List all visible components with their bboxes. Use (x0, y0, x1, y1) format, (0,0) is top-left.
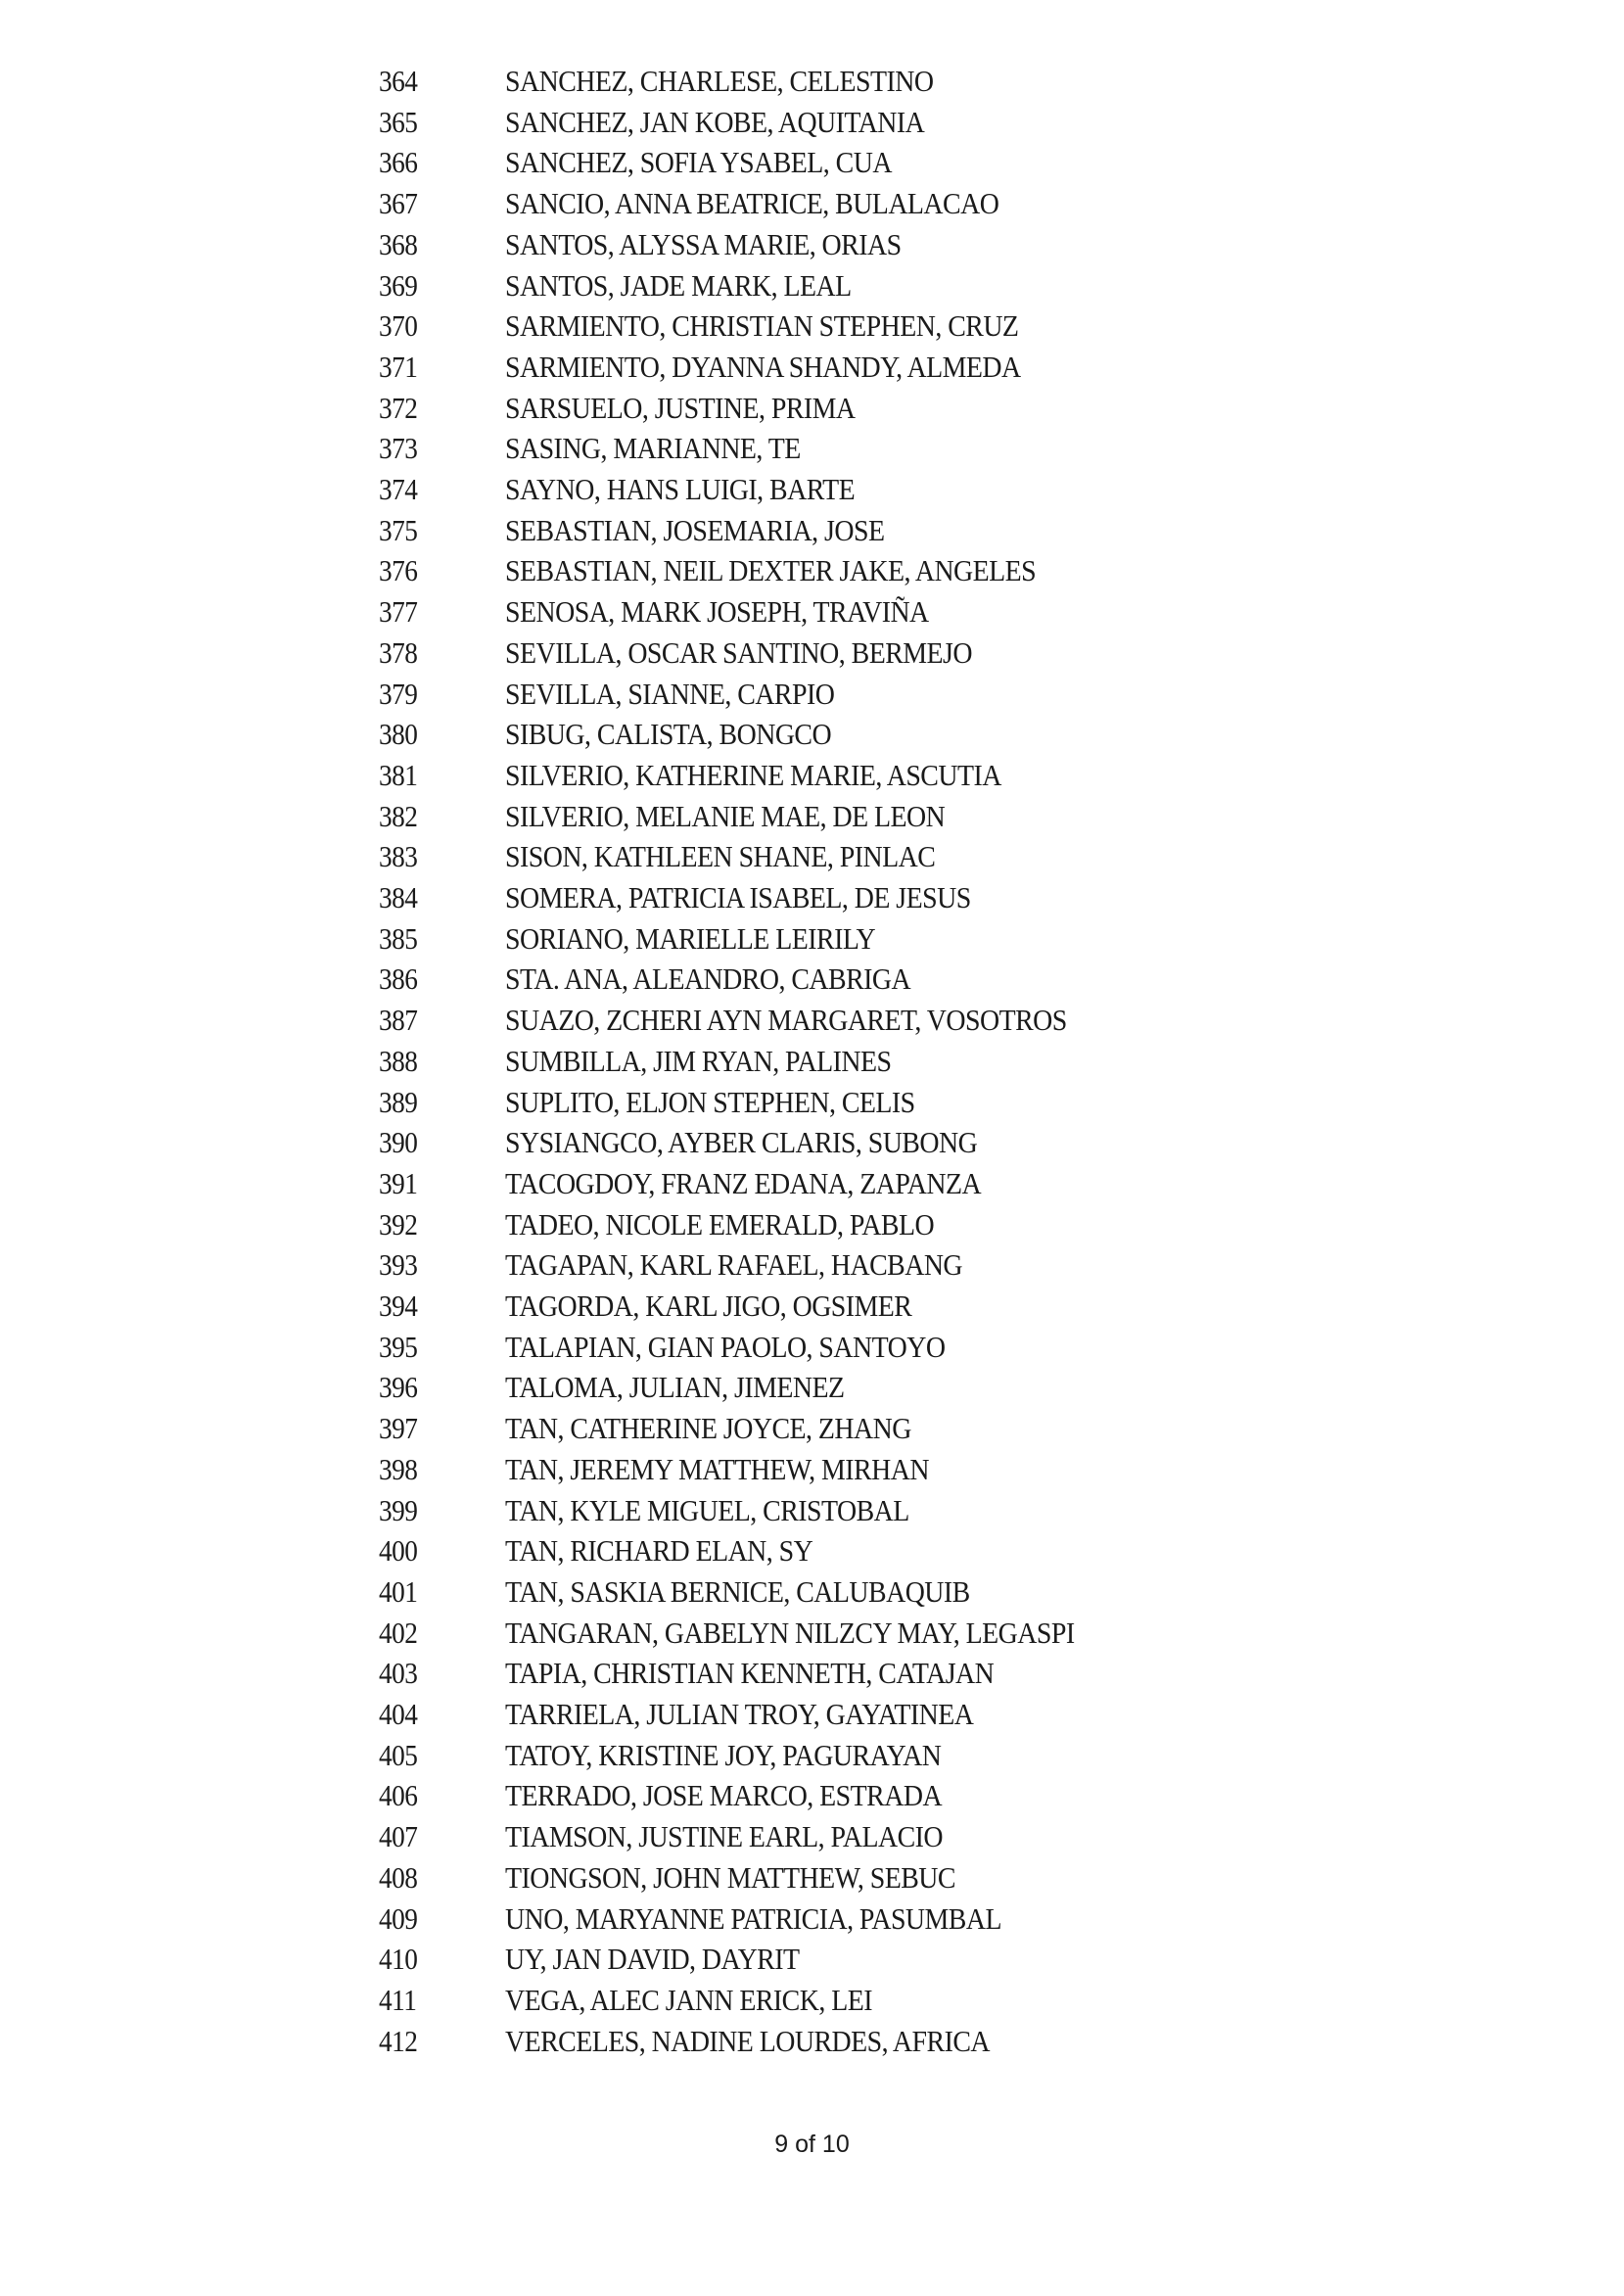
entry-number: 406 (379, 1778, 418, 1813)
list-item (0, 1327, 1624, 1368)
list-item (0, 1163, 1624, 1204)
entry-name: TAGAPAN, KARL RAFAEL, HACBANG (505, 1247, 963, 1283)
list-item (0, 1571, 1624, 1613)
entry-number: 409 (379, 1900, 418, 1936)
entry-name: SUMBILLA, JIM RYAN, PALINES (505, 1043, 892, 1078)
entry-number: 382 (379, 798, 418, 833)
entry-number: 387 (379, 1003, 418, 1038)
list-item (0, 1898, 1624, 1940)
list-item (0, 1653, 1624, 1694)
list-item (0, 1735, 1624, 1776)
entry-name: TAPIA, CHRISTIAN KENNETH, CATAJAN (505, 1656, 995, 1691)
entry-name: STA. ANA, ALEANDRO, CABRIGA (505, 961, 911, 997)
entry-name: SARMIENTO, CHRISTIAN STEPHEN, CRUZ (505, 308, 1019, 344)
list-item (0, 918, 1624, 960)
entry-name: TAN, JEREMY MATTHEW, MIRHAN (505, 1451, 929, 1486)
list-item (0, 305, 1624, 347)
entry-name: TADEO, NICOLE EMERALD, PABLO (505, 1206, 935, 1242)
list-item (0, 836, 1624, 877)
entry-name: SOMERA, PATRICIA ISABEL, DE JESUS (505, 880, 971, 914)
entry-name: TAN, CATHERINE JOYCE, ZHANG (505, 1411, 911, 1446)
entry-number: 368 (379, 226, 418, 261)
list-item (0, 428, 1624, 469)
entry-name: SANTOS, ALYSSA MARIE, ORIAS (505, 226, 902, 261)
list-item (0, 1041, 1624, 1082)
list-item (0, 1082, 1624, 1123)
list-item (0, 265, 1624, 306)
list-item (0, 61, 1624, 102)
entry-number: 395 (379, 1329, 418, 1364)
entry-number: 379 (379, 676, 418, 711)
list-item (0, 388, 1624, 429)
entry-name: TIAMSON, JUSTINE EARL, PALACIO (505, 1819, 944, 1854)
entry-name: TAN, KYLE MIGUEL, CRISTOBAL (505, 1492, 909, 1527)
entry-number: 385 (379, 920, 418, 956)
entry-number: 404 (379, 1697, 418, 1731)
entry-number: 388 (379, 1043, 418, 1078)
list-item (0, 755, 1624, 796)
list-item (0, 591, 1624, 633)
list-item (0, 1694, 1624, 1735)
entry-number: 411 (379, 1982, 417, 2017)
entry-number: 369 (379, 267, 418, 303)
entry-number: 377 (379, 594, 418, 630)
entry-name: TALAPIAN, GIAN PAOLO, SANTOYO (505, 1329, 946, 1364)
list-item (0, 1816, 1624, 1857)
list-item (0, 1939, 1624, 1980)
entry-name: SANCHEZ, CHARLESE, CELESTINO (505, 64, 934, 98)
entry-number: 403 (379, 1656, 418, 1691)
entry-name: SIBUG, CALISTA, BONGCO (505, 717, 832, 752)
entry-number: 408 (379, 1859, 418, 1895)
entry-number: 394 (379, 1289, 418, 1323)
entry-name: SUPLITO, ELJON STEPHEN, CELIS (505, 1084, 915, 1119)
entry-name: SASING, MARIANNE, TE (505, 431, 801, 466)
entry-number: 381 (379, 757, 418, 792)
entry-name: SORIANO, MARIELLE LEIRILY (505, 920, 876, 956)
entry-name: SEBASTIAN, NEIL DEXTER JAKE, ANGELES (505, 553, 1037, 588)
entry-number: 384 (379, 880, 418, 914)
entry-number: 396 (379, 1370, 418, 1405)
list-item (0, 347, 1624, 388)
entry-number: 380 (379, 717, 418, 752)
list-item (0, 877, 1624, 918)
entry-name: SEVILLA, OSCAR SANTINO, BERMEJO (505, 634, 972, 670)
entry-number: 376 (379, 553, 418, 588)
entry-number: 392 (379, 1206, 418, 1242)
entry-number: 397 (379, 1411, 418, 1446)
entry-name: SISON, KATHLEEN SHANE, PINLAC (505, 839, 936, 874)
list-item (0, 2021, 1624, 2062)
entry-number: 399 (379, 1492, 418, 1527)
entry-name: SYSIANGCO, AYBER CLARIS, SUBONG (505, 1125, 978, 1160)
list-item (0, 1122, 1624, 1163)
list-item (0, 224, 1624, 265)
list-item (0, 183, 1624, 224)
entry-number: 375 (379, 512, 418, 547)
entry-name: SANCHEZ, JAN KOBE, AQUITANIA (505, 104, 925, 139)
entry-name: TAGORDA, KARL JIGO, OGSIMER (505, 1289, 912, 1323)
list-item (0, 1000, 1624, 1041)
list-item (0, 142, 1624, 183)
entry-name: TARRIELA, JULIAN TROY, GAYATINEA (505, 1697, 974, 1731)
entry-number: 398 (379, 1451, 418, 1486)
entry-name: SANCHEZ, SOFIA YSABEL, CUA (505, 145, 892, 180)
list-item (0, 469, 1624, 510)
entry-number: 405 (379, 1737, 418, 1772)
entry-number: 374 (379, 472, 418, 506)
entry-name: SEBASTIAN, JOSEMARIA, JOSE (505, 512, 885, 547)
list-item (0, 1980, 1624, 2021)
entry-name: TACOGDOY, FRANZ EDANA, ZAPANZA (505, 1165, 982, 1200)
entry-name: SARSUELO, JUSTINE, PRIMA (505, 390, 856, 425)
list-item (0, 1367, 1624, 1408)
entry-number: 400 (379, 1533, 418, 1569)
entry-number: 386 (379, 961, 418, 997)
entry-number: 378 (379, 634, 418, 670)
entry-name: VEGA, ALEC JANN ERICK, LEI (505, 1982, 872, 2017)
entry-number: 366 (379, 145, 418, 180)
entry-number: 391 (379, 1165, 418, 1200)
entry-name: SILVERIO, KATHERINE MARIE, ASCUTIA (505, 757, 1001, 792)
entry-name: SENOSA, MARK JOSEPH, TRAVIÑA (505, 594, 929, 630)
entry-name: TANGARAN, GABELYN NILZCY MAY, LEGASPI (505, 1615, 1075, 1650)
entry-number: 410 (379, 1942, 418, 1977)
entry-number: 373 (379, 431, 418, 466)
entry-name: TAN, SASKIA BERNICE, CALUBAQUIB (505, 1573, 970, 1609)
entry-number: 407 (379, 1819, 418, 1854)
list-item (0, 1244, 1624, 1286)
entry-name: SANTOS, JADE MARK, LEAL (505, 267, 852, 303)
entry-name: SUAZO, ZCHERI AYN MARGARET, VOSOTROS (505, 1003, 1067, 1038)
entry-number: 401 (379, 1573, 418, 1609)
entry-number: 372 (379, 390, 418, 425)
list-item (0, 959, 1624, 1000)
entry-name: SAYNO, HANS LUIGI, BARTE (505, 472, 856, 506)
list-item (0, 1857, 1624, 1898)
entry-name: SANCIO, ANNA BEATRICE, BULALACAO (505, 186, 999, 221)
entry-number: 389 (379, 1084, 418, 1119)
entry-name: TERRADO, JOSE MARCO, ESTRADA (505, 1778, 943, 1813)
entry-number: 383 (379, 839, 418, 874)
entry-number: 371 (379, 349, 418, 384)
entry-name: TALOMA, JULIAN, JIMENEZ (505, 1370, 845, 1405)
entry-name: TAN, RICHARD ELAN, SY (505, 1533, 813, 1569)
list-item (0, 674, 1624, 715)
list-item (0, 714, 1624, 755)
entry-number: 393 (379, 1247, 418, 1283)
list-item (0, 633, 1624, 674)
entry-number: 412 (379, 2023, 418, 2058)
list-item (0, 510, 1624, 551)
list-item (0, 1204, 1624, 1245)
entry-number: 370 (379, 308, 418, 344)
list-item (0, 796, 1624, 837)
list-item (0, 102, 1624, 143)
entry-name: SILVERIO, MELANIE MAE, DE LEON (505, 798, 946, 833)
entry-name: UNO, MARYANNE PATRICIA, PASUMBAL (505, 1900, 1001, 1936)
entry-number: 402 (379, 1615, 418, 1650)
entry-number: 367 (379, 186, 418, 221)
entry-name: UY, JAN DAVID, DAYRIT (505, 1942, 800, 1977)
entry-name: SARMIENTO, DYANNA SHANDY, ALMEDA (505, 349, 1021, 384)
list-item (0, 1490, 1624, 1531)
list-item (0, 1286, 1624, 1327)
entry-name: TATOY, KRISTINE JOY, PAGURAYAN (505, 1737, 942, 1772)
list-item (0, 1530, 1624, 1571)
entry-name: VERCELES, NADINE LOURDES, AFRICA (505, 2023, 991, 2058)
list-item (0, 1449, 1624, 1490)
entry-number: 365 (379, 104, 418, 139)
list-item (0, 1408, 1624, 1449)
entry-number: 390 (379, 1125, 418, 1160)
list-item (0, 1775, 1624, 1816)
list-item (0, 1613, 1624, 1654)
list-item (0, 550, 1624, 591)
entry-number: 364 (379, 64, 418, 98)
page-number: 9 of 10 (774, 2131, 850, 2158)
entry-name: TIONGSON, JOHN MATTHEW, SEBUC (505, 1859, 955, 1895)
entry-name: SEVILLA, SIANNE, CARPIO (505, 676, 835, 711)
